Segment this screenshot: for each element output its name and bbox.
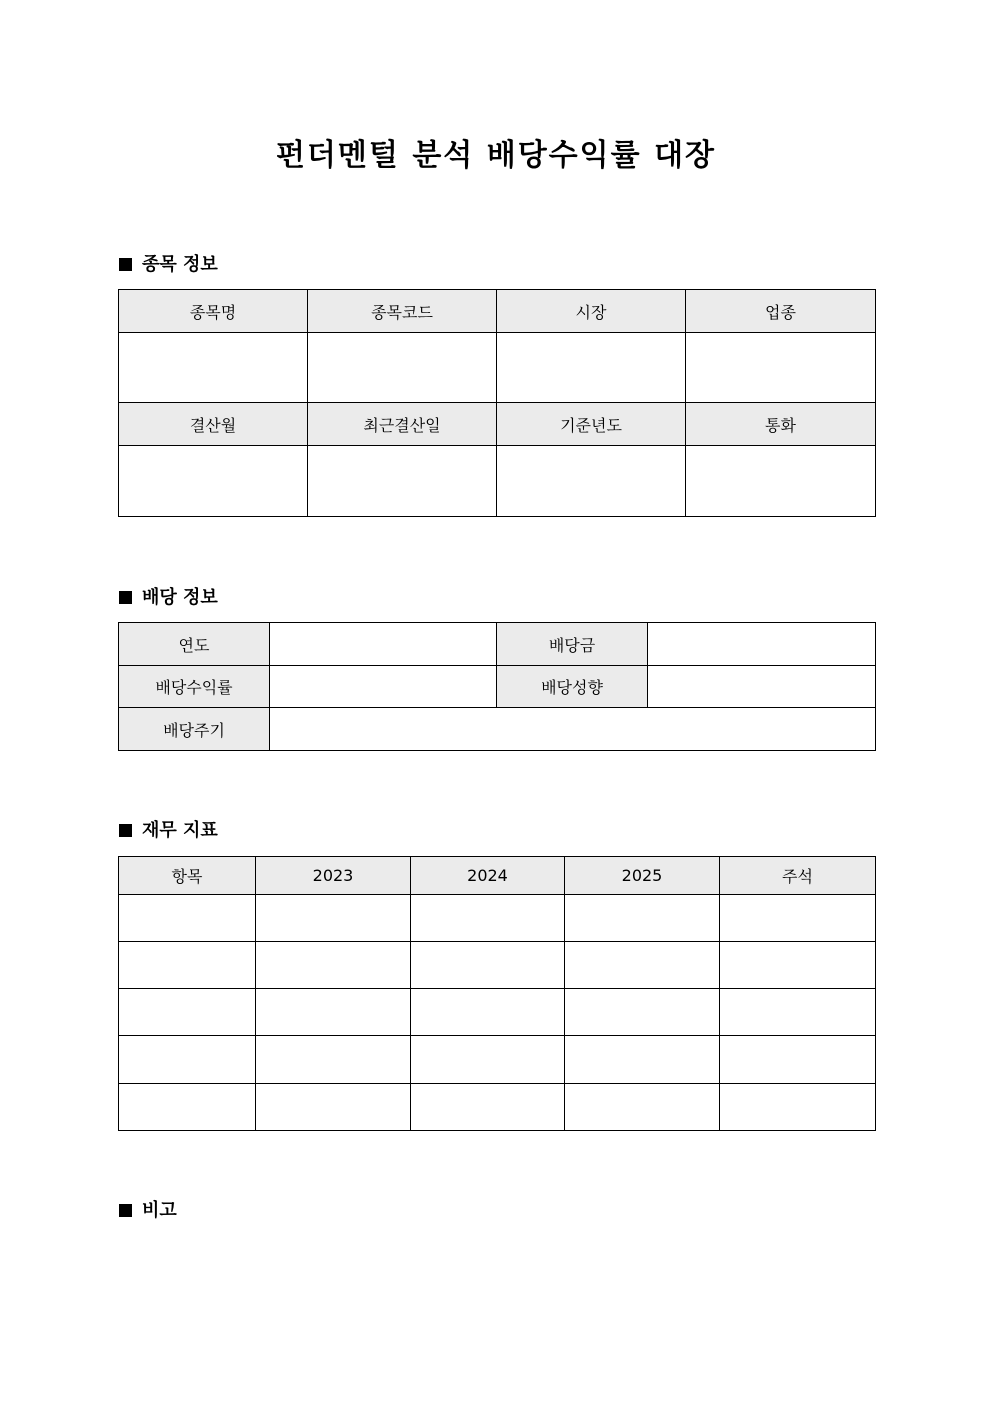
square-bullet-icon [119, 824, 132, 837]
table-row [119, 290, 876, 333]
table-row [119, 942, 876, 989]
input-cell[interactable] [256, 1036, 411, 1084]
input-cell[interactable] [256, 989, 411, 1036]
label-dividend: 배당금 [497, 623, 648, 666]
input-cell[interactable] [119, 895, 256, 942]
section-heading-notes [119, 1199, 177, 1223]
input-cell[interactable] [720, 1036, 876, 1084]
input-cell[interactable] [411, 895, 565, 942]
page-title: 펀더멘털 분석 배당수익률 대장 [275, 138, 717, 173]
input-cell[interactable] [720, 989, 876, 1036]
input-cell[interactable] [119, 1084, 256, 1131]
input-cell-stock-code[interactable] [308, 333, 497, 403]
input-cell[interactable] [565, 1084, 720, 1131]
input-cell[interactable] [256, 942, 411, 989]
header-stock-code: 종목코드 [308, 290, 497, 333]
input-cell[interactable] [411, 1084, 565, 1131]
header-year-2024: 2024 [411, 857, 565, 895]
input-cell-dividend[interactable] [648, 623, 876, 666]
input-cell-year[interactable] [270, 623, 497, 666]
table-row [119, 1084, 876, 1131]
label-dividend-cycle: 배당주기 [119, 708, 270, 751]
square-bullet-icon [119, 258, 132, 271]
input-cell-currency[interactable] [686, 446, 876, 517]
input-cell[interactable] [720, 942, 876, 989]
input-cell[interactable] [411, 1036, 565, 1084]
header-note: 주석 [720, 857, 876, 895]
input-cell-payout-ratio[interactable] [648, 666, 876, 708]
square-bullet-icon [119, 1204, 132, 1217]
input-cell-market[interactable] [497, 333, 686, 403]
input-cell[interactable] [256, 895, 411, 942]
input-cell[interactable] [565, 989, 720, 1036]
label-dividend-yield: 배당수익률 [119, 666, 270, 708]
input-cell[interactable] [256, 1084, 411, 1131]
square-bullet-icon [119, 591, 132, 604]
section-heading-label: 배당 정보 [142, 587, 218, 608]
input-cell[interactable] [565, 1036, 720, 1084]
input-cell[interactable] [720, 895, 876, 942]
section-heading-dividend-info [119, 586, 218, 610]
financials-table [118, 856, 876, 1131]
input-cell[interactable] [720, 1084, 876, 1131]
input-cell[interactable] [119, 1036, 256, 1084]
header-base-year: 기준년도 [497, 403, 686, 446]
stock-info-table [118, 289, 876, 517]
header-currency: 통화 [686, 403, 876, 446]
section-heading-label: 종목 정보 [142, 254, 218, 275]
input-cell-industry[interactable] [686, 333, 876, 403]
input-cell[interactable] [565, 895, 720, 942]
input-cell[interactable] [411, 942, 565, 989]
header-market: 시장 [497, 290, 686, 333]
table-row [119, 333, 876, 403]
input-cell-base-year[interactable] [497, 446, 686, 517]
section-heading-label: 재무 지표 [142, 820, 218, 841]
input-cell-fiscal-month[interactable] [119, 446, 308, 517]
label-payout-ratio: 배당성향 [497, 666, 648, 708]
input-cell-dividend-cycle[interactable] [270, 708, 876, 751]
table-row [119, 857, 876, 895]
header-year-2025: 2025 [565, 857, 720, 895]
input-cell-stock-name[interactable] [119, 333, 308, 403]
section-heading-label: 비고 [142, 1200, 177, 1221]
table-row [119, 895, 876, 942]
table-row [119, 623, 876, 666]
header-fiscal-month: 결산월 [119, 403, 308, 446]
table-row [119, 403, 876, 446]
input-cell[interactable] [119, 942, 256, 989]
table-row [119, 1036, 876, 1084]
header-industry: 업종 [686, 290, 876, 333]
input-cell[interactable] [565, 942, 720, 989]
header-last-settlement-date: 최근결산일 [308, 403, 497, 446]
label-year: 연도 [119, 623, 270, 666]
header-stock-name: 종목명 [119, 290, 308, 333]
table-row [119, 446, 876, 517]
dividend-info-table [118, 622, 876, 751]
table-row [119, 666, 876, 708]
table-row [119, 989, 876, 1036]
input-cell[interactable] [119, 989, 256, 1036]
input-cell-dividend-yield[interactable] [270, 666, 497, 708]
input-cell[interactable] [411, 989, 565, 1036]
section-heading-stock-info [119, 253, 218, 277]
header-year-2023: 2023 [256, 857, 411, 895]
table-row [119, 708, 876, 751]
section-heading-financials [119, 819, 218, 843]
header-item: 항목 [119, 857, 256, 895]
input-cell-last-settlement-date[interactable] [308, 446, 497, 517]
